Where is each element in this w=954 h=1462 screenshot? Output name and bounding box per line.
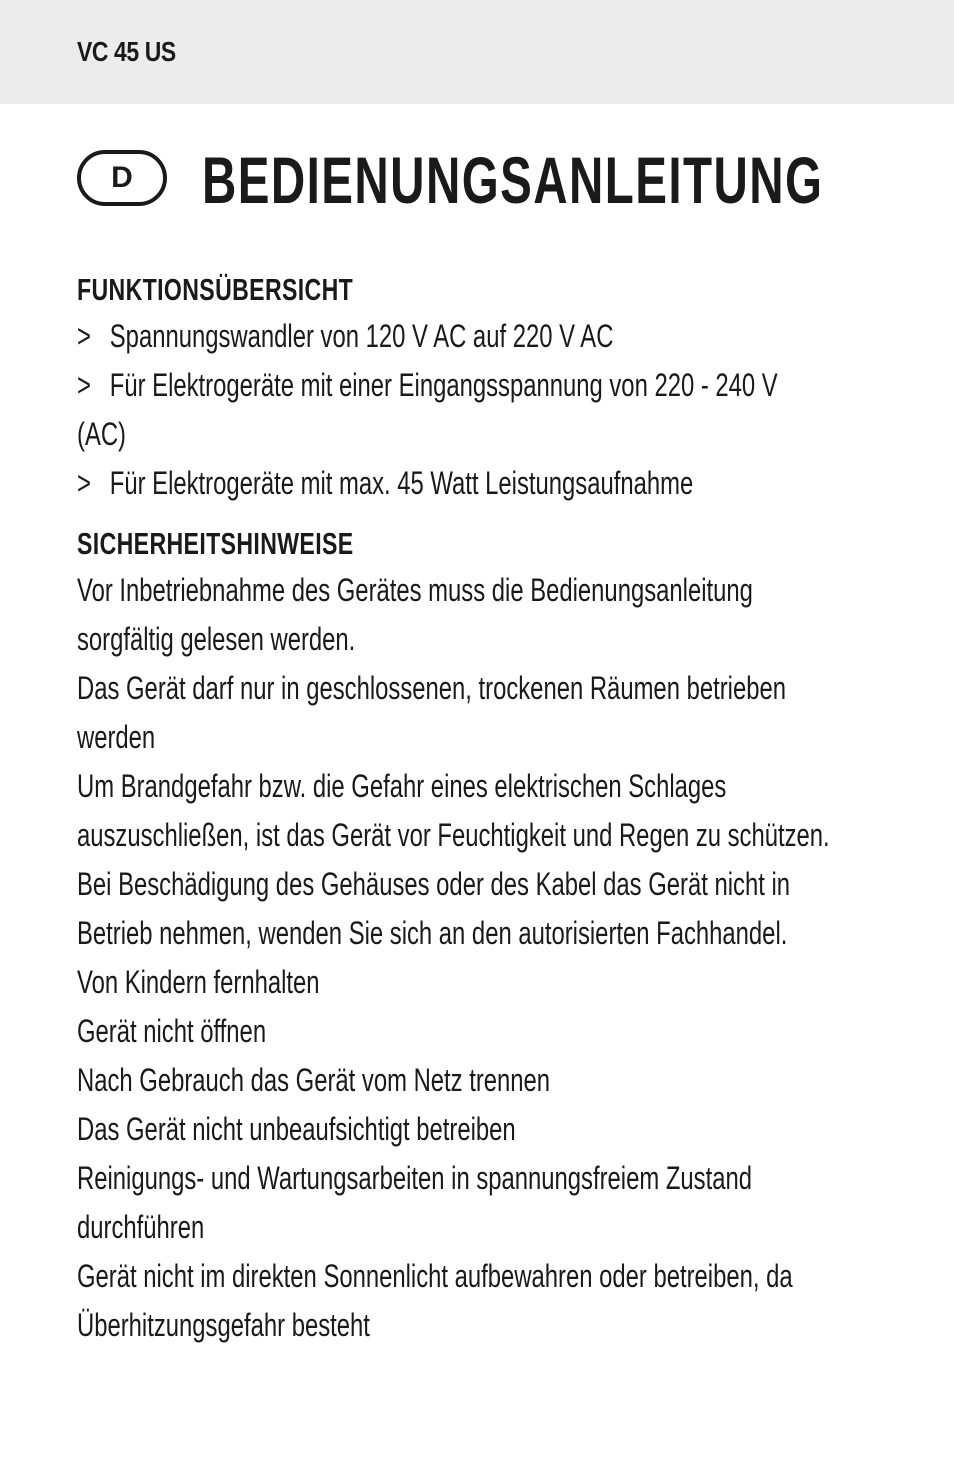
- model-number: VC 45 US: [77, 36, 176, 67]
- function-item: [77, 312, 882, 361]
- function-item-continuation: (AC): [77, 416, 126, 452]
- functions-heading: FUNKTIONSÜBERSICHT: [77, 272, 354, 307]
- safety-line: Um Brandgefahr bzw. die Gefahr eines elektrischen Schlages: [77, 768, 727, 804]
- safety-line: Gerät nicht im direkten Sonnenlicht aufbewahren oder betreiben, da: [77, 1258, 793, 1294]
- bullet-marker: >: [77, 367, 91, 403]
- function-item-text: Spannungswandler von 120 V AC auf 220 V AC: [109, 318, 614, 354]
- safety-line: Betrieb nehmen, wenden Sie sich an den autorisierten Fachhandel.: [77, 915, 788, 951]
- safety-line: durchführen: [77, 1209, 205, 1245]
- function-item: [77, 361, 882, 410]
- header-band: [0, 0, 954, 104]
- bullet-marker: >: [77, 318, 91, 354]
- safety-line: Das Gerät nicht unbeaufsichtigt betreiben: [77, 1111, 516, 1147]
- safety-line: Reinigungs- und Wartungsarbeiten in spannungsfreiem Zustand: [77, 1160, 752, 1196]
- manual-content: [77, 268, 882, 1350]
- function-item-text: Für Elektrogeräte mit max. 45 Watt Leistungsaufnahme: [109, 465, 694, 501]
- bullet-marker: >: [77, 465, 91, 501]
- safety-line: Das Gerät darf nur in geschlossenen, trockenen Räumen betrieben: [77, 670, 786, 706]
- safety-line: Bei Beschädigung des Gehäuses oder des Kabel das Gerät nicht in: [77, 866, 791, 902]
- safety-line: Vor Inbetriebnahme des Gerätes muss die Bedienungsanleitung: [77, 572, 753, 608]
- language-badge: D: [77, 150, 167, 206]
- page-title: BEDIENUNGSANLEITUNG: [202, 143, 824, 217]
- safety-line: Gerät nicht öffnen: [77, 1013, 267, 1049]
- safety-heading: SICHERHEITSHINWEISE: [77, 526, 354, 561]
- safety-line: Von Kindern fernhalten: [77, 964, 320, 1000]
- function-item-text: Für Elektrogeräte mit einer Eingangsspannung von 220 - 240 V: [109, 367, 778, 403]
- safety-line: auszuschließen, ist das Gerät vor Feuchtigkeit und Regen zu schützen.: [77, 817, 830, 853]
- safety-line: Überhitzungsgefahr besteht: [77, 1307, 370, 1343]
- safety-line: werden: [77, 719, 156, 755]
- safety-line: sorgfältig gelesen werden.: [77, 621, 356, 657]
- safety-line: Nach Gebrauch das Gerät vom Netz trennen: [77, 1062, 551, 1098]
- function-item: [77, 459, 882, 508]
